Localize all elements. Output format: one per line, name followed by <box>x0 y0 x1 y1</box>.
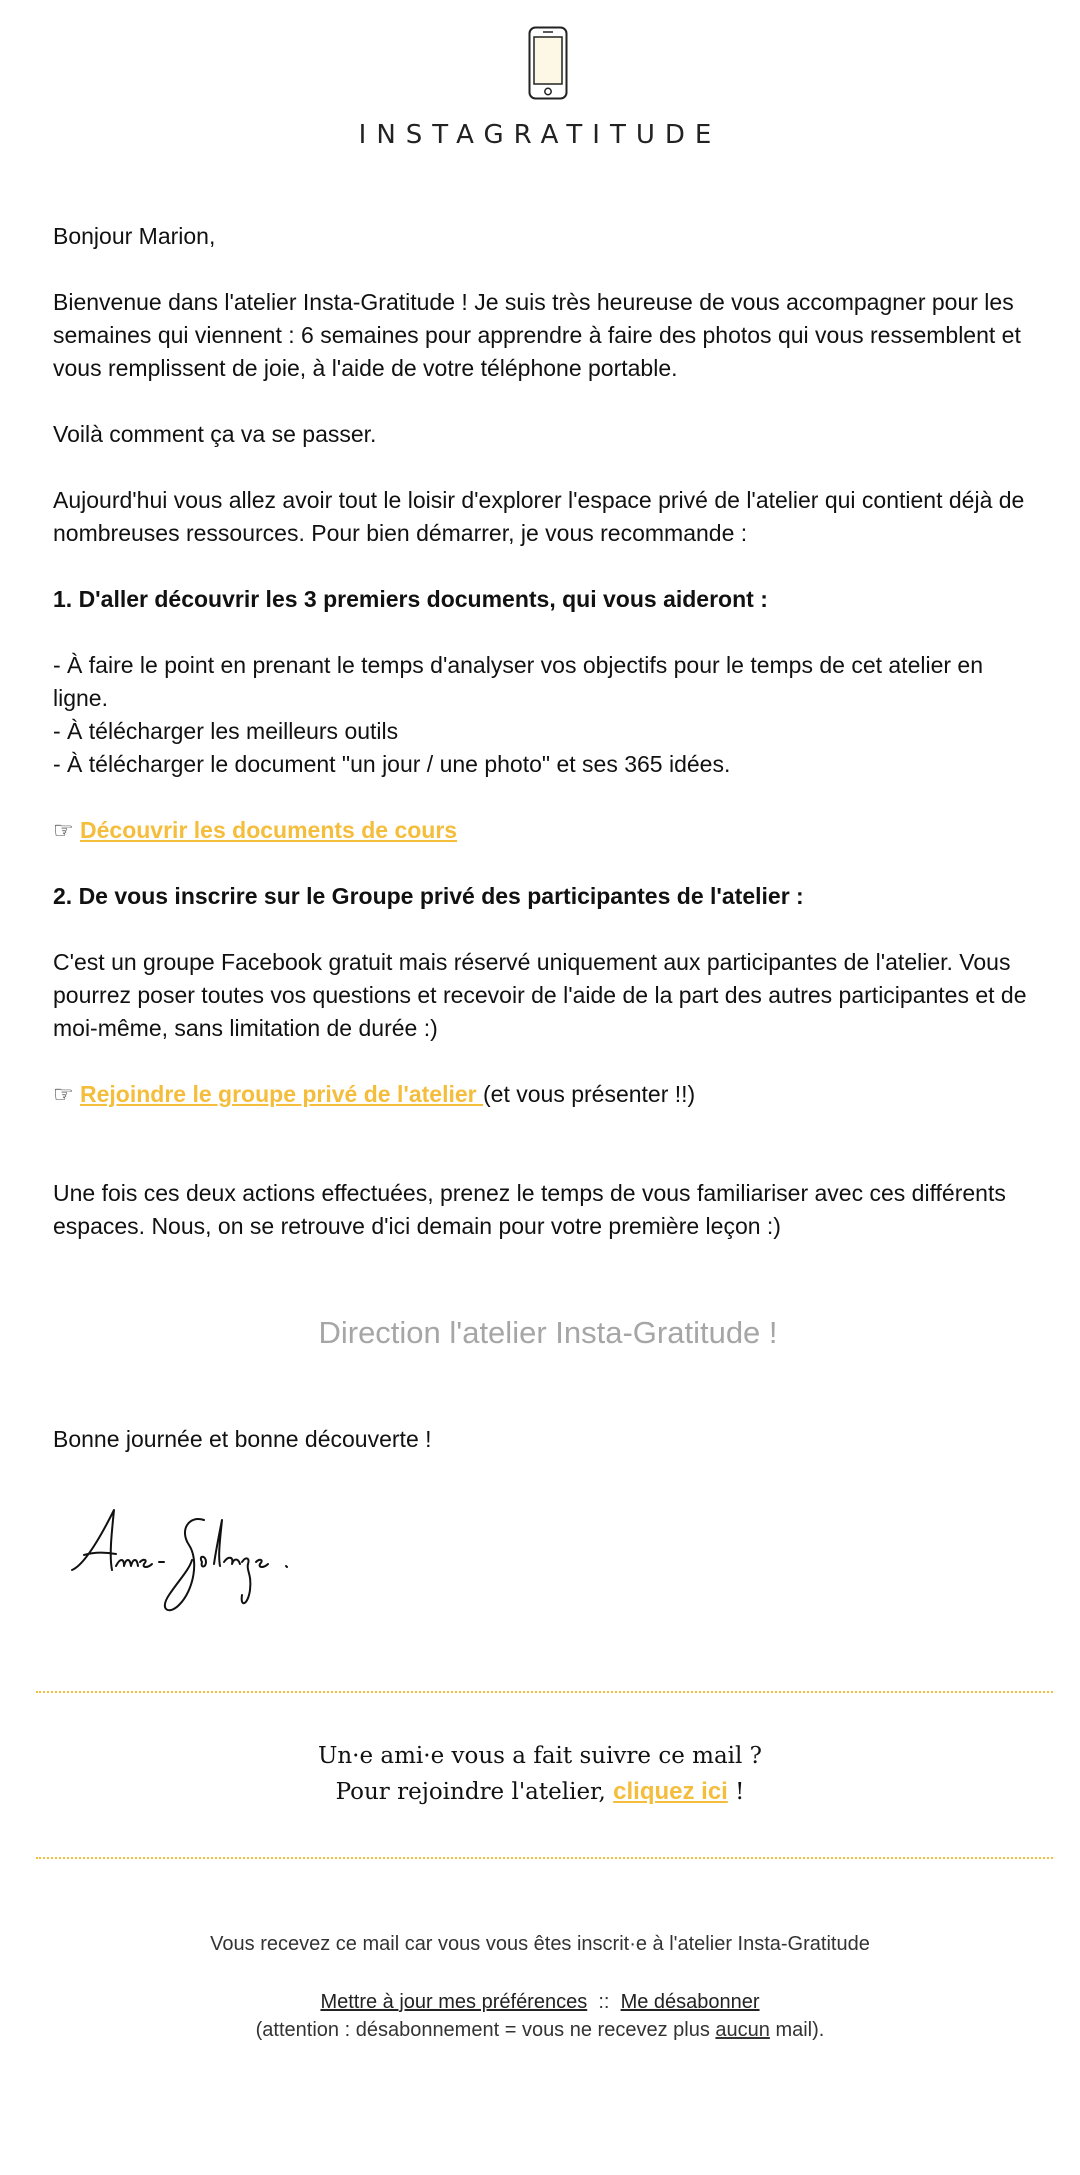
step1-item: - À faire le point en prenant le temps d'analyser vos objectifs pour le temps de cet atelier en ligne. <box>53 652 984 711</box>
step1-item: - À télécharger les meilleurs outils <box>53 718 399 744</box>
email-header <box>0 0 1080 160</box>
pointer-icon: ☞ <box>53 1081 74 1107</box>
brand-name: INSTAGRATITUDE <box>358 120 722 150</box>
step1-item: - À télécharger le document "un jour / une photo" et ses 365 idées. <box>53 751 731 777</box>
forward-line2-prefix: Pour rejoindre l'atelier, <box>335 1779 614 1805</box>
process-paragraph: Voilà comment ça va se passer. <box>53 421 377 447</box>
forward-notice <box>0 1738 1080 1810</box>
group-link-suffix: (et vous présenter !!) <box>483 1081 696 1107</box>
forward-line1: Un·e ami·e vous a fait suivre ce mail ? <box>317 1743 763 1769</box>
forward-line2-suffix: ! <box>727 1779 745 1805</box>
footer-separator: :: <box>587 1991 621 2013</box>
phone-icon <box>528 26 568 100</box>
warning-emphasis: aucun <box>715 2019 770 2041</box>
warning-suffix: mail). <box>769 2019 825 2041</box>
intro-paragraph: Bienvenue dans l'atelier Insta-Gratitude ! Je suis très heureuse de vous accompagner pour les semaines qui viennent : 6 semaines pour apprendre à faire des photos qui vous ressemblent et vous remplissent de joie, à l'aide de votre téléphone portable. <box>53 289 1021 381</box>
greeting: Bonjour Marion, <box>53 223 216 249</box>
unsubscribe-warning <box>0 2016 1080 2044</box>
step2-title: 2. De vous inscrire sur le Groupe privé des participantes de l'atelier : <box>53 883 804 909</box>
unsubscribe-link[interactable]: Me désabonner <box>620 1991 760 2013</box>
today-paragraph: Aujourd'hui vous allez avoir tout le loisir d'explorer l'espace privé de l'atelier qui contient déjà de nombreuses ressources. Pour bien démarrer, je vous recommande : <box>53 487 1025 546</box>
group-link-line <box>53 1078 1043 1111</box>
pointer-icon: ☞ <box>53 817 74 843</box>
documents-link-line <box>53 814 1043 847</box>
forward-line2 <box>0 1774 1080 1810</box>
documents-link[interactable]: Découvrir les documents de cours <box>80 817 458 843</box>
closing-paragraph: Une fois ces deux actions effectuées, prenez le temps de vous familiariser avec ces différents espaces. Nous, on se retrouve d'ici demain pour votre première leçon :) <box>53 1180 1006 1239</box>
group-link[interactable]: Rejoindre le groupe privé de l'atelier <box>80 1081 483 1107</box>
signature <box>64 1500 324 1630</box>
email-footer <box>0 1930 1080 2044</box>
preferences-link[interactable]: Mettre à jour mes préférences <box>320 1991 588 2013</box>
atelier-cta-link[interactable]: Direction l'atelier Insta-Gratitude ! <box>318 1315 778 1350</box>
signoff: Bonne journée et bonne découverte ! <box>53 1426 432 1452</box>
email-body <box>53 220 1043 1456</box>
step1-title: 1. D'aller découvrir les 3 premiers documents, qui vous aideront : <box>53 586 768 612</box>
join-link[interactable]: cliquez ici <box>613 1778 728 1805</box>
warning-prefix: (attention : désabonnement = vous ne recevez plus <box>255 2019 716 2041</box>
divider-bottom <box>36 1857 1053 1859</box>
subscription-reason: Vous recevez ce mail car vous vous êtes inscrit·e à l'atelier Insta-Gratitude <box>210 1933 870 1955</box>
step2-paragraph: C'est un groupe Facebook gratuit mais réservé uniquement aux participantes de l'atelier. Vous pourrez poser toutes vos questions et recevoir de l'aide de la part des autres participantes et de moi-même, sans limitation de durée :) <box>53 949 1027 1041</box>
footer-links <box>0 1988 1080 2016</box>
divider-top <box>36 1691 1053 1693</box>
